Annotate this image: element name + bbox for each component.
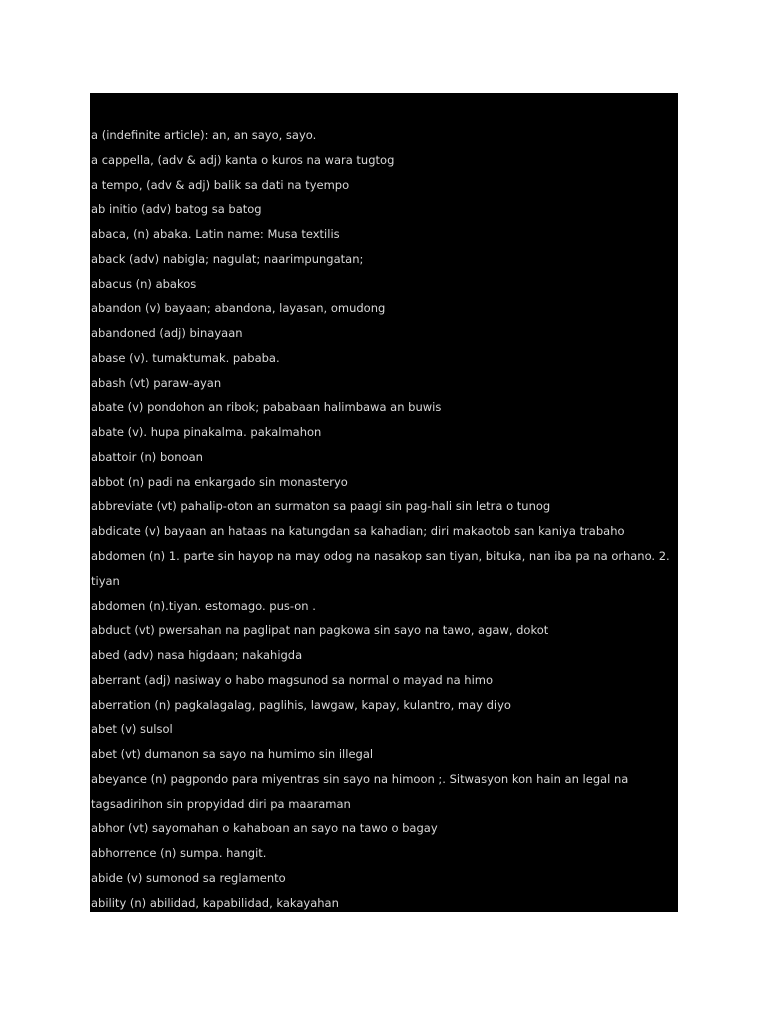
dictionary-entry-list [90, 123, 678, 912]
dictionary-entry: abash (vt) paraw-ayan [91, 375, 222, 390]
dictionary-entry: abase (v). tumaktumak. pababa. [91, 350, 280, 365]
dictionary-entry: abhor (vt) sayomahan o kahaboan an sayo na tawo o bagay [91, 821, 438, 836]
dictionary-entry: abbot (n) padi na enkargado sin monasteryo [91, 474, 348, 489]
dictionary-entry: abbreviate (vt) pahalip-oton an surmaton sa paagi sin pag-hali sin letra o tunog [91, 499, 551, 514]
dictionary-entry: abandon (v) bayaan; abandona, layasan, omudong [91, 301, 386, 316]
dictionary-entry: abdicate (v) bayaan an hataas na katungdan sa kahadian; diri makaotob san kaniya trabaho [91, 524, 625, 539]
dictionary-entry: ability (n) abilidad, kapabilidad, kakayahan [91, 895, 339, 910]
dictionary-entry: aback (adv) nabigla; nagulat; naarimpungatan; [91, 251, 364, 266]
dictionary-entry: abeyance (n) pagpondo para miyentras sin sayo na himoon ;. Sitwasyon kon hain an legal na [91, 771, 629, 786]
dictionary-entry: abide (v) sumonod sa reglamento [91, 870, 286, 885]
dictionary-entry: aberration (n) pagkalagalag, paglihis, lawgaw, kapay, kulantro, may diyo [91, 697, 511, 712]
dictionary-entry: abet (vt) dumanon sa sayo na humimo sin illegal [91, 747, 374, 762]
dictionary-entry: abduct (vt) pwersahan na paglipat nan pagkowa sin sayo na tawo, agaw, dokot [91, 623, 549, 638]
dictionary-page [90, 93, 678, 912]
dictionary-entry: ab initio (adv) batog sa batog [91, 202, 262, 217]
dictionary-entry: abhorrence (n) sumpa. hangit. [91, 846, 267, 861]
dictionary-entry: a (indefinite article): an, an sayo, sayo. [91, 128, 317, 142]
dictionary-entry: abacus (n) abakos [91, 276, 197, 291]
dictionary-entry: aberrant (adj) nasiway o habo magsunod sa normal o mayad na himo [91, 672, 494, 687]
dictionary-entry-continuation: tiyan [91, 573, 120, 588]
dictionary-entry-continuation: tagsadirihon sin propyidad diri pa maaraman [91, 796, 351, 811]
dictionary-entry: a cappella, (adv & adj) kanta o kuros na wara tugtog [91, 152, 395, 167]
dictionary-entry: abate (v). hupa pinakalma. pakalmahon [91, 425, 322, 440]
dictionary-entry: abaca, (n) abaka. Latin name: Musa textilis [91, 227, 340, 242]
dictionary-entry: a tempo, (adv & adj) balik sa dati na tyempo [91, 177, 350, 192]
dictionary-entry: abed (adv) nasa higdaan; nakahigda [91, 648, 303, 663]
dictionary-entry: abdomen (n).tiyan. estomago. pus-on . [91, 598, 316, 613]
dictionary-entry: abdomen (n) 1. parte sin hayop na may odog na nasakop san tiyan, bituka, nan iba pa na orhano. 2. [91, 549, 670, 564]
dictionary-entry: abandoned (adj) binayaan [91, 326, 243, 341]
dictionary-entry: abet (v) sulsol [91, 722, 173, 737]
dictionary-entry: abate (v) pondohon an ribok; pababaan halimbawa an buwis [91, 400, 442, 415]
dictionary-entry: abattoir (n) bonoan [91, 449, 203, 464]
